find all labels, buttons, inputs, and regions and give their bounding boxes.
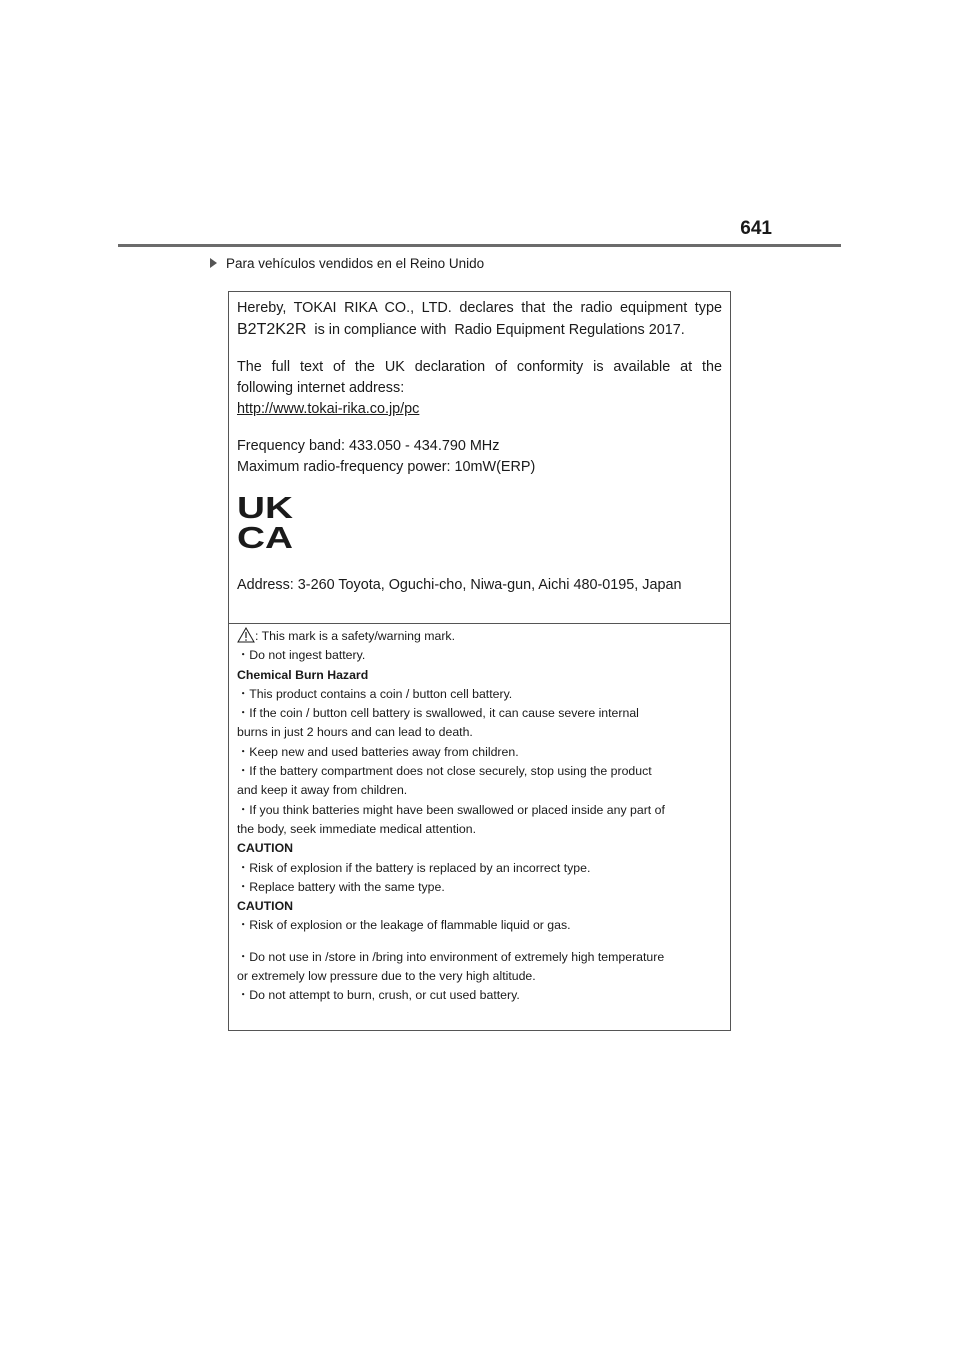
environment-warning-line1: ・Do not use in /store in /bring into environment of extremely high temperature xyxy=(237,949,665,964)
chemical-burn-title: Chemical Burn Hazard xyxy=(237,667,369,682)
declaration-line1: Hereby, TOKAI RIKA CO., LTD. declares that the radio equipment type xyxy=(237,300,722,316)
declaration-link[interactable]: http://www.tokai-rika.co.jp/pc xyxy=(237,401,420,417)
warning-triangle-icon xyxy=(237,627,255,643)
compliance-box xyxy=(228,291,731,1031)
spacer xyxy=(237,936,722,948)
explosion-leak-warning: ・Risk of explosion or the leakage of flammable liquid or gas. xyxy=(237,918,571,933)
frequency-band: Frequency band: 433.050 - 434.790 MHz xyxy=(237,438,500,454)
declaration-url[interactable] xyxy=(237,399,722,420)
radio-model: B2T2K2R xyxy=(237,321,307,338)
caution-title-2: CAUTION xyxy=(237,899,294,914)
mark-note-text: : This mark is a safety/warning mark. xyxy=(255,629,455,643)
swallow-warning-line1: ・If the coin / button cell battery is swallowed, it can cause severe internal xyxy=(237,706,639,721)
full-text-line1: The full text of the UK declaration of conformity is available at the xyxy=(237,359,722,375)
coin-battery-note: ・This product contains a coin / button cell battery. xyxy=(237,686,513,701)
swallow-warning-line2: burns in just 2 hours and can lead to death. xyxy=(237,725,473,740)
medical-warning-line2: the body, seek immediate medical attention. xyxy=(237,821,477,836)
triangle-bullet-icon xyxy=(210,258,217,268)
compartment-warning-line1: ・If the battery compartment does not close securely, stop using the product xyxy=(237,764,652,779)
page-number: 641 xyxy=(740,218,772,239)
full-text-line2: following internet address: xyxy=(237,380,405,396)
burn-crush-warning: ・Do not attempt to burn, crush, or cut used battery. xyxy=(237,988,520,1003)
battery-warnings xyxy=(229,624,730,1006)
caution-title-1: CAUTION xyxy=(237,841,294,856)
ukca-mark-bottom: CA xyxy=(237,520,293,550)
header-rule xyxy=(118,244,841,247)
declaration-section xyxy=(229,292,730,624)
compartment-warning-line2: and keep it away from children. xyxy=(237,783,408,798)
environment-warning-line2: or extremely low pressure due to the very high altitude. xyxy=(237,969,536,984)
ukca-mark-top: UK xyxy=(237,492,294,525)
keep-away-warning: ・Keep new and used batteries away from children. xyxy=(237,744,519,759)
explosion-type-warning: ・Risk of explosion if the battery is replaced by an incorrect type. xyxy=(237,860,591,875)
section-heading-text: Para vehículos vendidos en el Reino Unido xyxy=(226,256,485,271)
replace-battery-note: ・Replace battery with the same type. xyxy=(237,879,445,894)
ingest-warning: ・Do not ingest battery. xyxy=(237,648,366,663)
medical-warning-line1: ・If you think batteries might have been swallowed or placed inside any part of xyxy=(237,802,665,817)
max-power: Maximum radio-frequency power: 10mW(ERP) xyxy=(237,459,536,475)
declaration-line2 xyxy=(237,319,722,341)
declaration-line2-rest: is in compliance with Radio Equipment Regulations 2017. xyxy=(306,322,685,338)
mark-note xyxy=(237,627,722,646)
manufacturer-address: Address: 3-260 Toyota, Oguchi-cho, Niwa-gun, Aichi 480-0195, Japan xyxy=(237,577,682,593)
ukca-mark-icon xyxy=(237,492,295,550)
section-heading xyxy=(210,256,484,271)
